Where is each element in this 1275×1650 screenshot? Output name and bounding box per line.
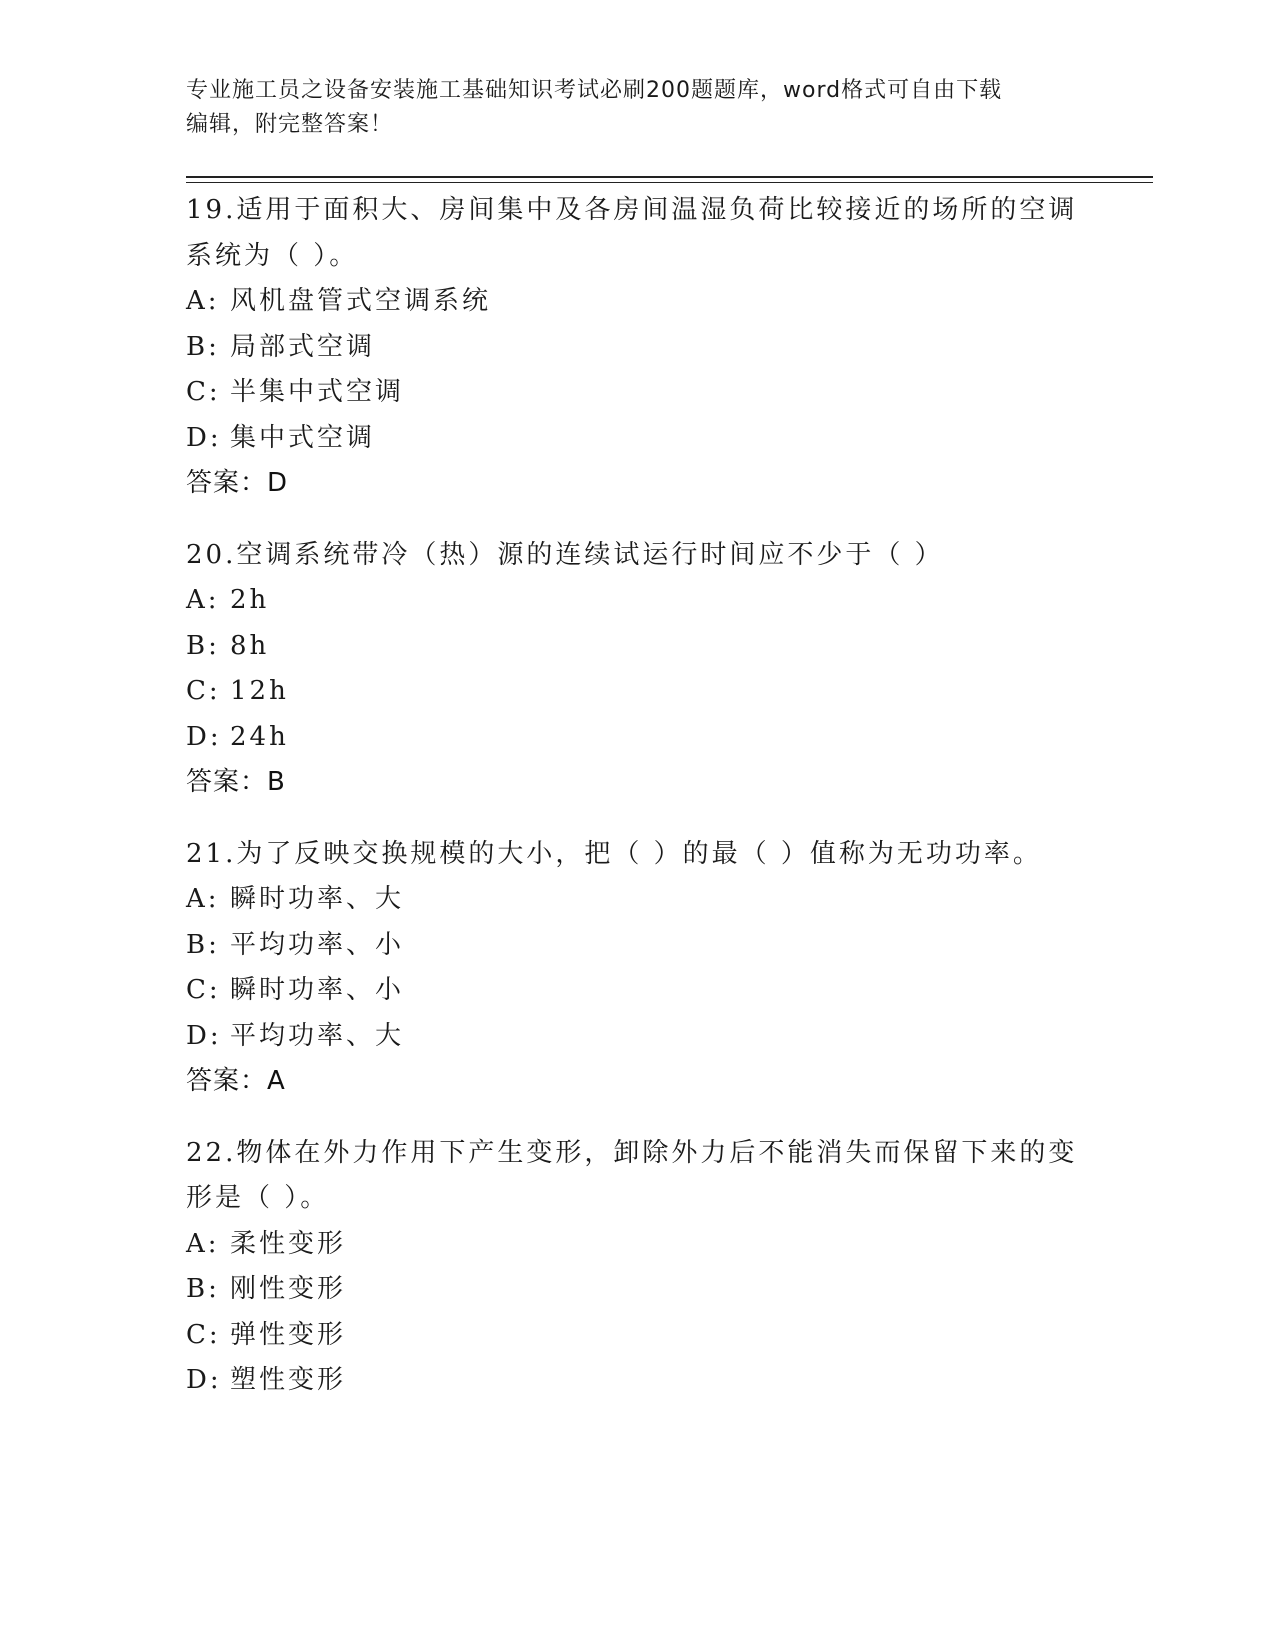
option-a	[186, 279, 1086, 325]
header-line-2: 编辑，附完整答案！	[186, 112, 394, 137]
option-text: 半集中式空调	[230, 377, 405, 407]
option-c	[186, 968, 1086, 1014]
option-letter: B:	[186, 929, 220, 960]
option-letter: B:	[186, 1274, 220, 1304]
option-a	[186, 877, 1086, 923]
question-text: 19.适用于面积大、房间集中及各房间温湿负荷比较接近的场所的空调	[186, 195, 1078, 225]
option-b	[186, 325, 1086, 371]
option-b	[186, 624, 1086, 670]
option-text: 集中式空调	[230, 422, 376, 453]
option-text: 风机盘管式空调系统	[230, 286, 492, 316]
header-divider-thin	[186, 182, 1153, 183]
option-letter: D:	[186, 422, 222, 453]
option-text: 平均功率、大	[230, 1020, 405, 1051]
option-text: 12h	[230, 676, 289, 706]
option-text: 8h	[230, 630, 270, 661]
option-text: 柔性变形	[230, 1228, 347, 1259]
option-c	[186, 1313, 1086, 1359]
option-d	[186, 1014, 1086, 1060]
header-divider-thick	[186, 176, 1153, 178]
option-d	[186, 715, 1086, 761]
question-text: 22.物体在外力作用下产生变形，卸除外力后不能消失而保留下来的变	[186, 1137, 1078, 1168]
option-text: 2h	[230, 585, 270, 615]
option-letter: C:	[186, 377, 221, 407]
question-21	[186, 832, 1086, 1105]
option-letter: B:	[186, 630, 220, 661]
option-letter: C:	[186, 676, 221, 706]
option-letter: A:	[186, 286, 220, 316]
option-letter: D:	[186, 1020, 222, 1051]
option-text: 24h	[230, 721, 289, 752]
header-line-1: 专业施工员之设备安装施工基础知识考试必刷200题题库，word格式可自由下载	[186, 78, 1003, 103]
option-d	[186, 416, 1086, 462]
question-text-continued: 系统为（ ）。	[186, 240, 359, 271]
option-letter: C:	[186, 975, 221, 1005]
answer-line: 答案：D	[186, 468, 289, 498]
question-text: 21.为了反映交换规模的大小，把（ ）的最（ ）值称为无功功率。	[186, 838, 1042, 869]
option-c	[186, 669, 1086, 715]
option-letter: A:	[186, 1228, 220, 1259]
question-22	[186, 1131, 1086, 1404]
option-b	[186, 923, 1086, 969]
option-c	[186, 370, 1086, 416]
option-letter: B:	[186, 331, 220, 362]
option-text: 刚性变形	[230, 1274, 347, 1304]
question-19	[186, 188, 1086, 507]
option-letter: D:	[186, 721, 222, 752]
question-list	[186, 188, 1086, 1430]
option-text: 局部式空调	[230, 331, 376, 362]
option-d	[186, 1358, 1086, 1404]
option-text: 平均功率、小	[230, 929, 405, 960]
option-text: 弹性变形	[230, 1319, 347, 1350]
question-text: 20.空调系统带冷（热）源的连续试运行时间应不少于（ ）	[186, 539, 944, 570]
option-b	[186, 1267, 1086, 1313]
option-text: 塑性变形	[230, 1365, 347, 1395]
option-letter: D:	[186, 1365, 222, 1395]
option-text: 瞬时功率、小	[230, 975, 405, 1005]
option-letter: A:	[186, 884, 220, 914]
option-letter: A:	[186, 585, 220, 615]
question-20	[186, 533, 1086, 806]
document-header	[186, 74, 1066, 142]
answer-line: 答案：B	[186, 767, 286, 797]
answer-line: 答案：A	[186, 1066, 286, 1096]
option-letter: C:	[186, 1319, 221, 1350]
option-text: 瞬时功率、大	[230, 884, 405, 914]
option-a	[186, 578, 1086, 624]
option-a	[186, 1222, 1086, 1268]
question-text-continued: 形是（ ）。	[186, 1183, 330, 1213]
